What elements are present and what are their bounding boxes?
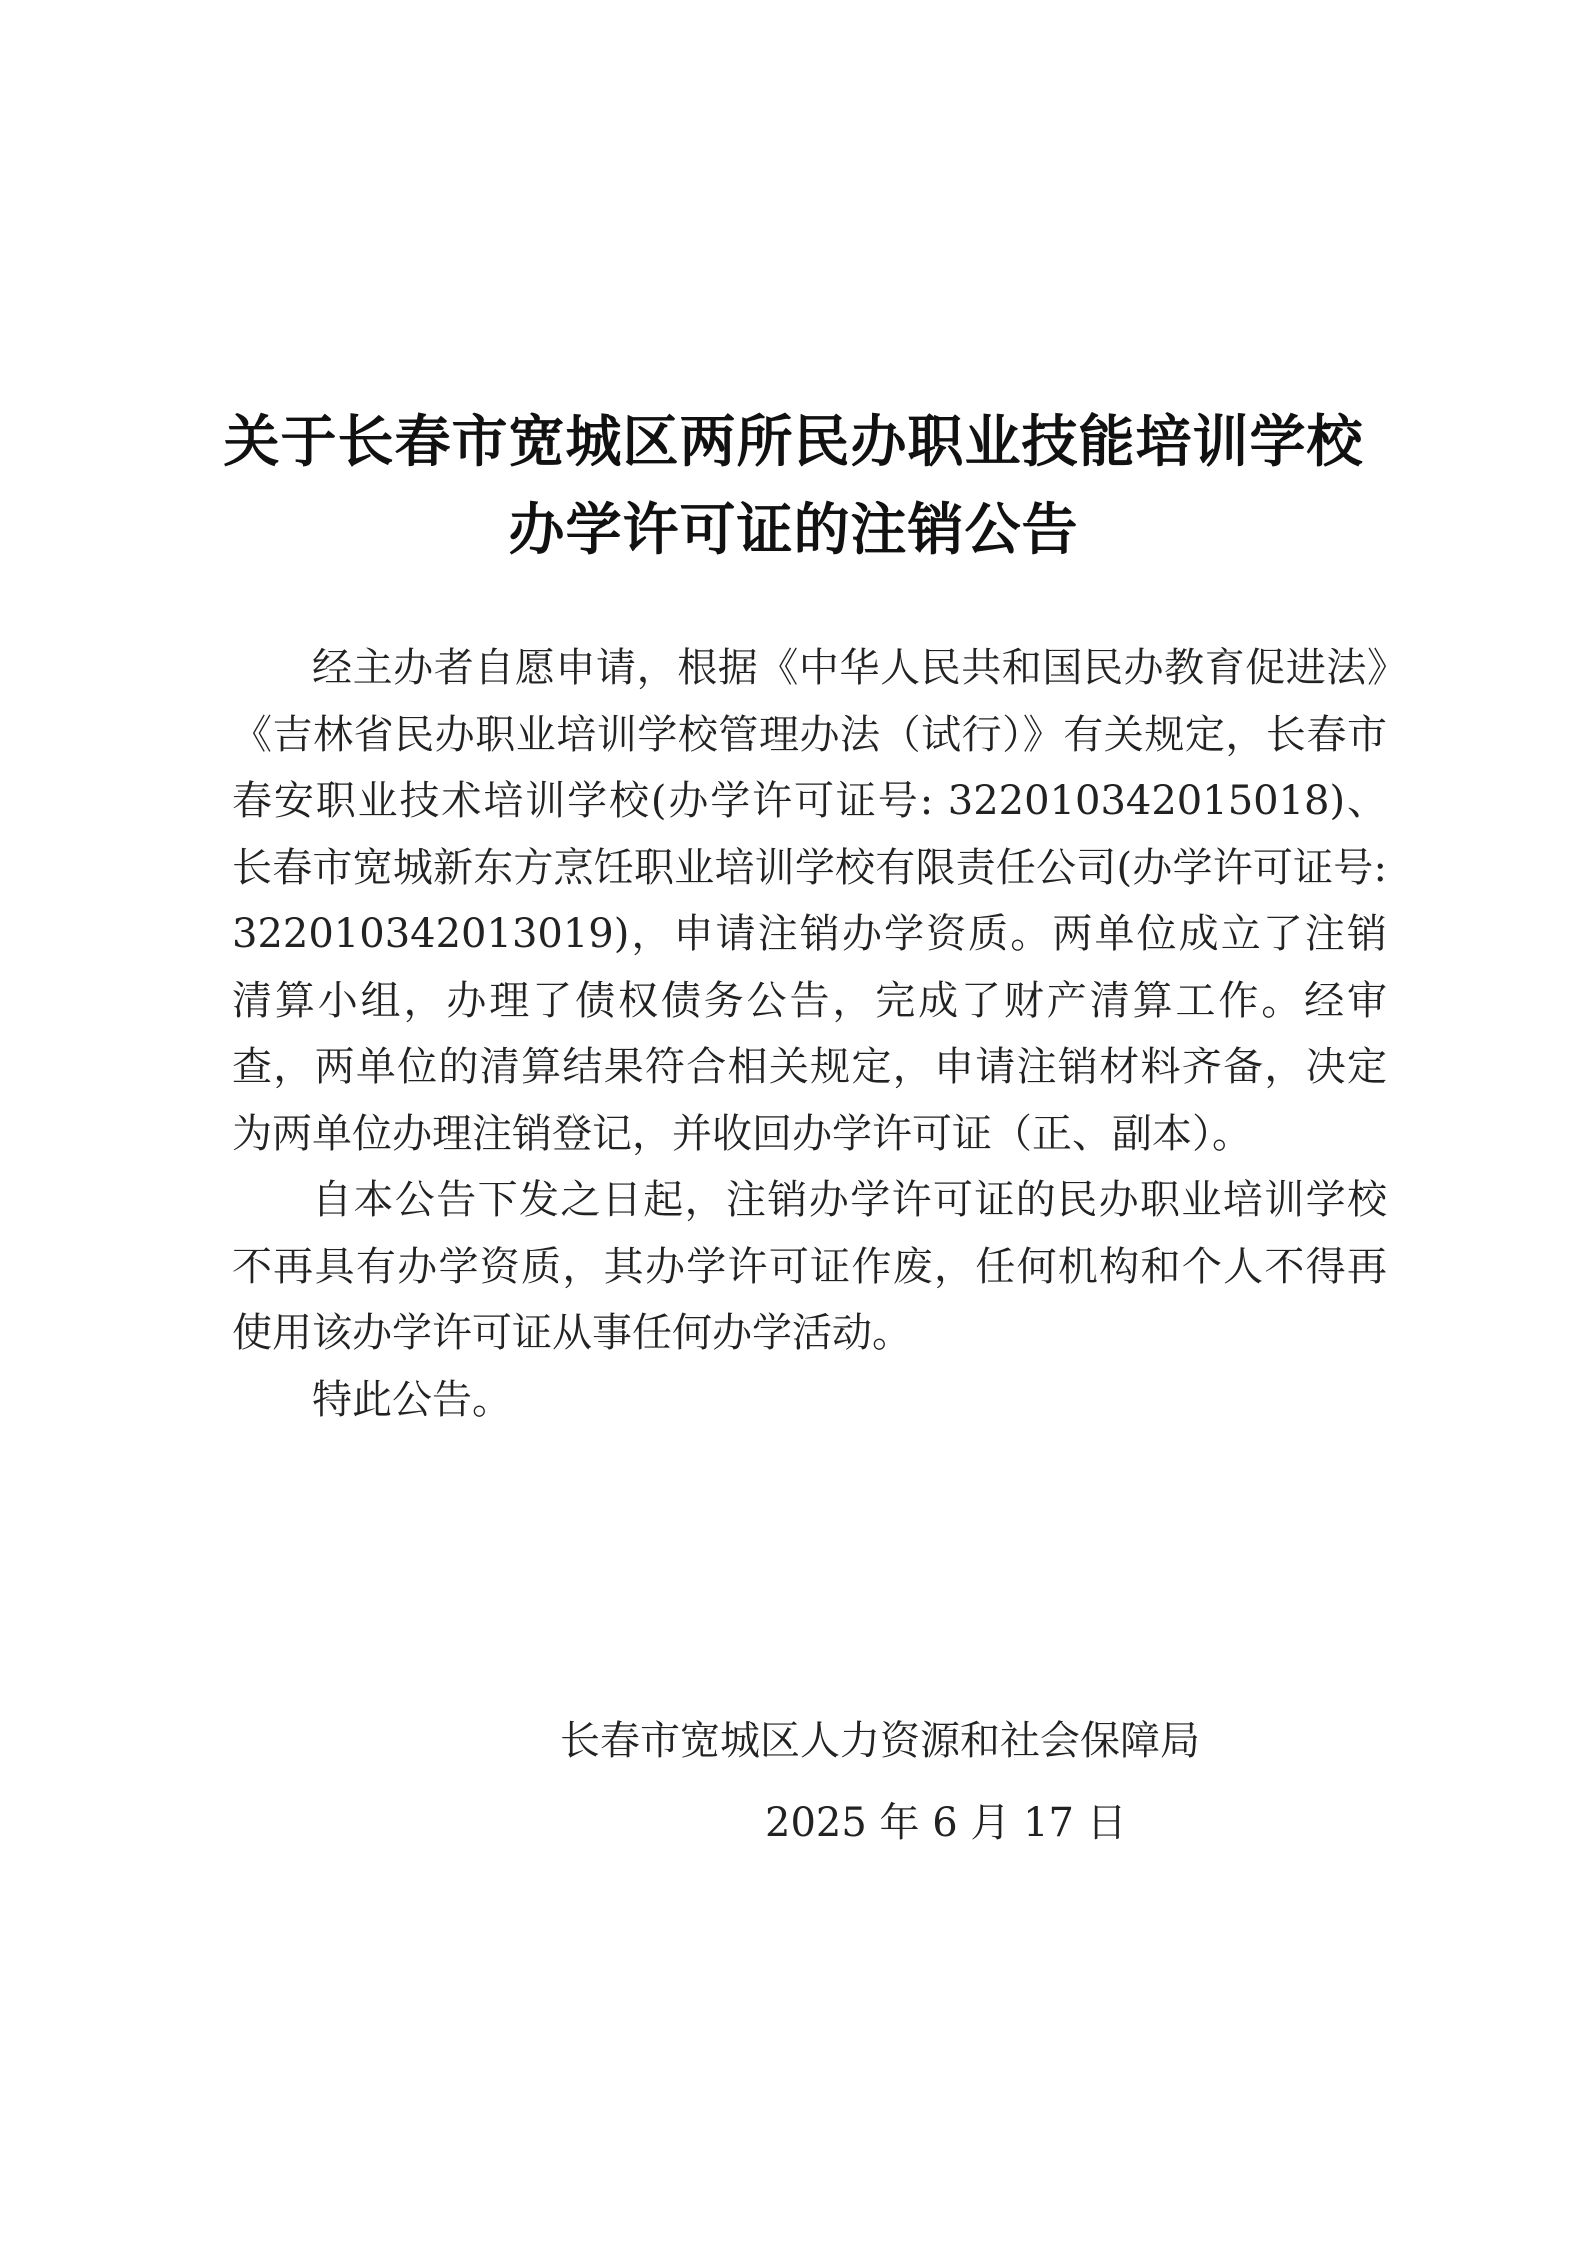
paragraph-3: 特此公告。 <box>312 1376 512 1423</box>
paragraph-2: 自本公告下发之日起，注销办学许可证的民办职业培训学校不再具有办学资质，其办学许可证作废，任何机构和个人不得再使用该办学许可证从事任何办学活动。 <box>232 1177 1387 1356</box>
signature-block <box>560 1700 1280 1864</box>
document-body <box>232 635 1387 1433</box>
document-title <box>200 398 1387 574</box>
title-line-1: 关于长春市宽城区两所民办职业技能培训学校 <box>223 409 1364 475</box>
paragraph-1: 经主办者自愿申请，根据《中华人民共和国民办教育促进法》《吉林省民办职业培训学校管理办法（试行）》有关规定，长春市春安职业技术培训学校(办学许可证号: 322010342015018)、长春市宽城新东方烹饪职业培训学校有限责任公司(办学许可证号: 322010342013019)，申请注销办学资质。两单位成立了注销清算小组，办理了债权债务公告，完成了财产清算工作。经审查，两单位的清算结果符合相关规定，申请注销材料齐备，决定为两单位办理注销登记，并收回办学许可证（正、副本）。 <box>232 645 1387 1157</box>
issuer-name: 长春市宽城区人力资源和社会保障局 <box>560 1718 1200 1764</box>
title-line-2: 办学许可证的注销公告 <box>508 497 1079 563</box>
issue-date: 2025 年 6 月 17 日 <box>765 1800 1127 1846</box>
